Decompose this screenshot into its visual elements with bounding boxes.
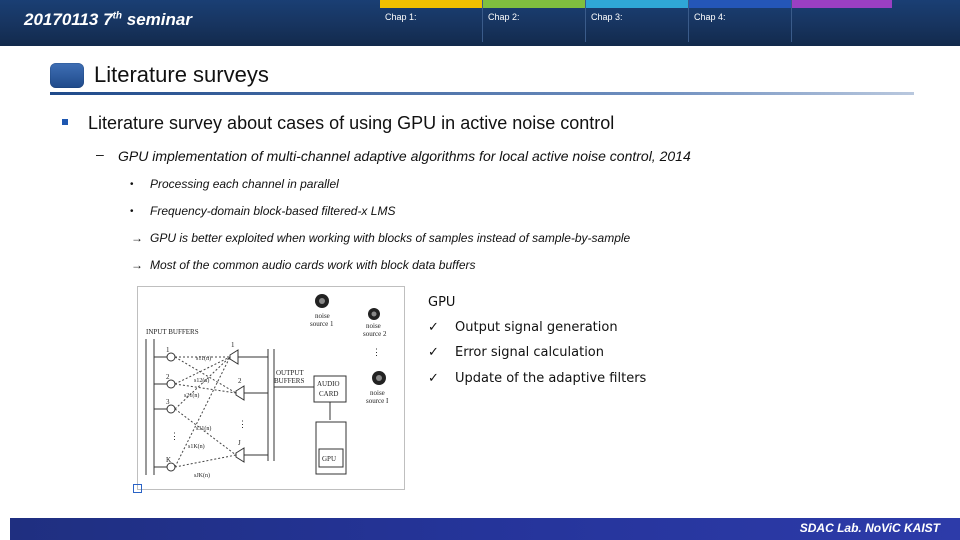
tab-chap-1[interactable]: [380, 0, 483, 42]
audio-card-label-2: CARD: [319, 390, 339, 398]
tab-label: Chap 2:: [488, 12, 520, 22]
audio-card-label: AUDIO: [317, 380, 340, 388]
mic-icon: [167, 353, 175, 361]
arrow-point-2: Most of the common audio cards work with block data buffers: [150, 258, 476, 272]
svg-text:⋮: ⋮: [372, 347, 381, 357]
spk-2-label: 2: [238, 377, 242, 385]
dash-marker: –: [96, 146, 104, 162]
section-title: Literature surveys: [94, 62, 269, 87]
tab-color-stripe: [586, 0, 688, 8]
footer-lab-name: SDAC Lab. NoViC KAIST: [799, 521, 940, 535]
gpu-task-1: [428, 320, 618, 335]
tab-color-stripe: [792, 0, 892, 8]
arrow-point-1: GPU is better exploited when working with blocks of samples instead of sample-by-sample: [150, 231, 631, 245]
mic-k-label: K: [166, 456, 172, 464]
tab-label: Chap 4:: [694, 12, 726, 22]
mic-2-label: 2: [166, 373, 170, 381]
gpu-task-label: Update of the adaptive filters: [455, 371, 647, 386]
bullet-square-icon: [62, 119, 68, 125]
tab-chap-3[interactable]: [586, 0, 689, 42]
sub-bullet-2: Frequency-domain block-based filtered-x LMS: [150, 204, 396, 218]
svg-text:⋮: ⋮: [170, 431, 179, 441]
section-icon: [50, 63, 84, 88]
sub-bullet-1: Processing each channel in parallel: [150, 177, 339, 191]
footer-bar: [10, 518, 960, 540]
header-bar: [0, 0, 960, 46]
mic-3-label: 3: [166, 398, 170, 406]
section-divider: [50, 92, 914, 95]
noise-source-1-label: noise: [315, 312, 330, 320]
seminar-title: 20170113 7th seminar: [24, 10, 192, 29]
spk-1-label: 1: [231, 341, 235, 349]
path-s21-label: s21(n): [184, 393, 200, 399]
input-buffers-label: INPUT BUFFERS: [146, 328, 199, 336]
speaker-icon: [230, 350, 238, 364]
checkmark-icon: ✓: [428, 320, 439, 335]
svg-text:⋮: ⋮: [238, 419, 247, 429]
noise-source-1-label-2: source 1: [310, 320, 334, 328]
gpu-box-label: GPU: [322, 455, 337, 463]
gpu-task-label: Error signal calculation: [455, 345, 604, 360]
tab-color-stripe: [689, 0, 791, 8]
path-s1k-label: s1K(n): [188, 444, 205, 450]
tab-color-stripe: [380, 0, 482, 8]
gpu-task-3: [428, 371, 646, 386]
spk-j-label: J: [238, 439, 241, 447]
tab-chap-4[interactable]: [689, 0, 792, 42]
arrow-icon: →: [131, 258, 143, 272]
bullet-paper-reference: GPU implementation of multi-channel adaptive algorithms for local active noise control, 2014: [118, 148, 691, 164]
tab-color-stripe: [483, 0, 585, 8]
mic-1-label: 1: [166, 346, 170, 354]
diagram-svg: [138, 287, 404, 489]
path-s31-label: s31(n): [196, 426, 212, 432]
speaker-icon: [236, 448, 244, 462]
path-sjk-label: sJK(n): [194, 473, 210, 479]
mic-icon: [167, 380, 175, 388]
noise-source-i-label-2: source I: [366, 397, 389, 405]
output-buffers-label-2: BUFFERS: [274, 377, 305, 385]
mic-icon: [167, 463, 175, 471]
gpu-task-label: Output signal generation: [455, 320, 618, 335]
checkmark-icon: ✓: [428, 371, 439, 386]
dot-bullet-icon: •: [130, 206, 134, 217]
tab-label: Chap 1:: [385, 12, 417, 22]
gpu-heading: GPU: [428, 295, 456, 310]
tab-chap-5[interactable]: [792, 0, 892, 42]
noise-source-2-label: noise: [366, 322, 381, 330]
checkmark-icon: ✓: [428, 345, 439, 360]
anchor-icon: [133, 484, 142, 493]
dot-bullet-icon: •: [130, 179, 134, 190]
bullet-main: Literature survey about cases of using GPU in active noise control: [88, 113, 615, 133]
tab-label: Chap 3:: [591, 12, 623, 22]
noise-source-2-label-2: source 2: [363, 330, 387, 338]
arrow-icon: →: [131, 231, 143, 245]
path-s12-label: s12(n): [194, 378, 210, 384]
tab-chap-2[interactable]: [483, 0, 586, 42]
anc-system-diagram: [137, 286, 405, 490]
gpu-task-2: [428, 345, 604, 360]
mic-icon: [167, 405, 175, 413]
chapter-tabs: [380, 0, 892, 42]
path-s11-label: s11(n): [196, 356, 212, 362]
output-buffers-label: OUTPUT: [276, 369, 304, 377]
speaker-icon: [236, 386, 244, 400]
noise-source-i-label: noise: [370, 389, 385, 397]
